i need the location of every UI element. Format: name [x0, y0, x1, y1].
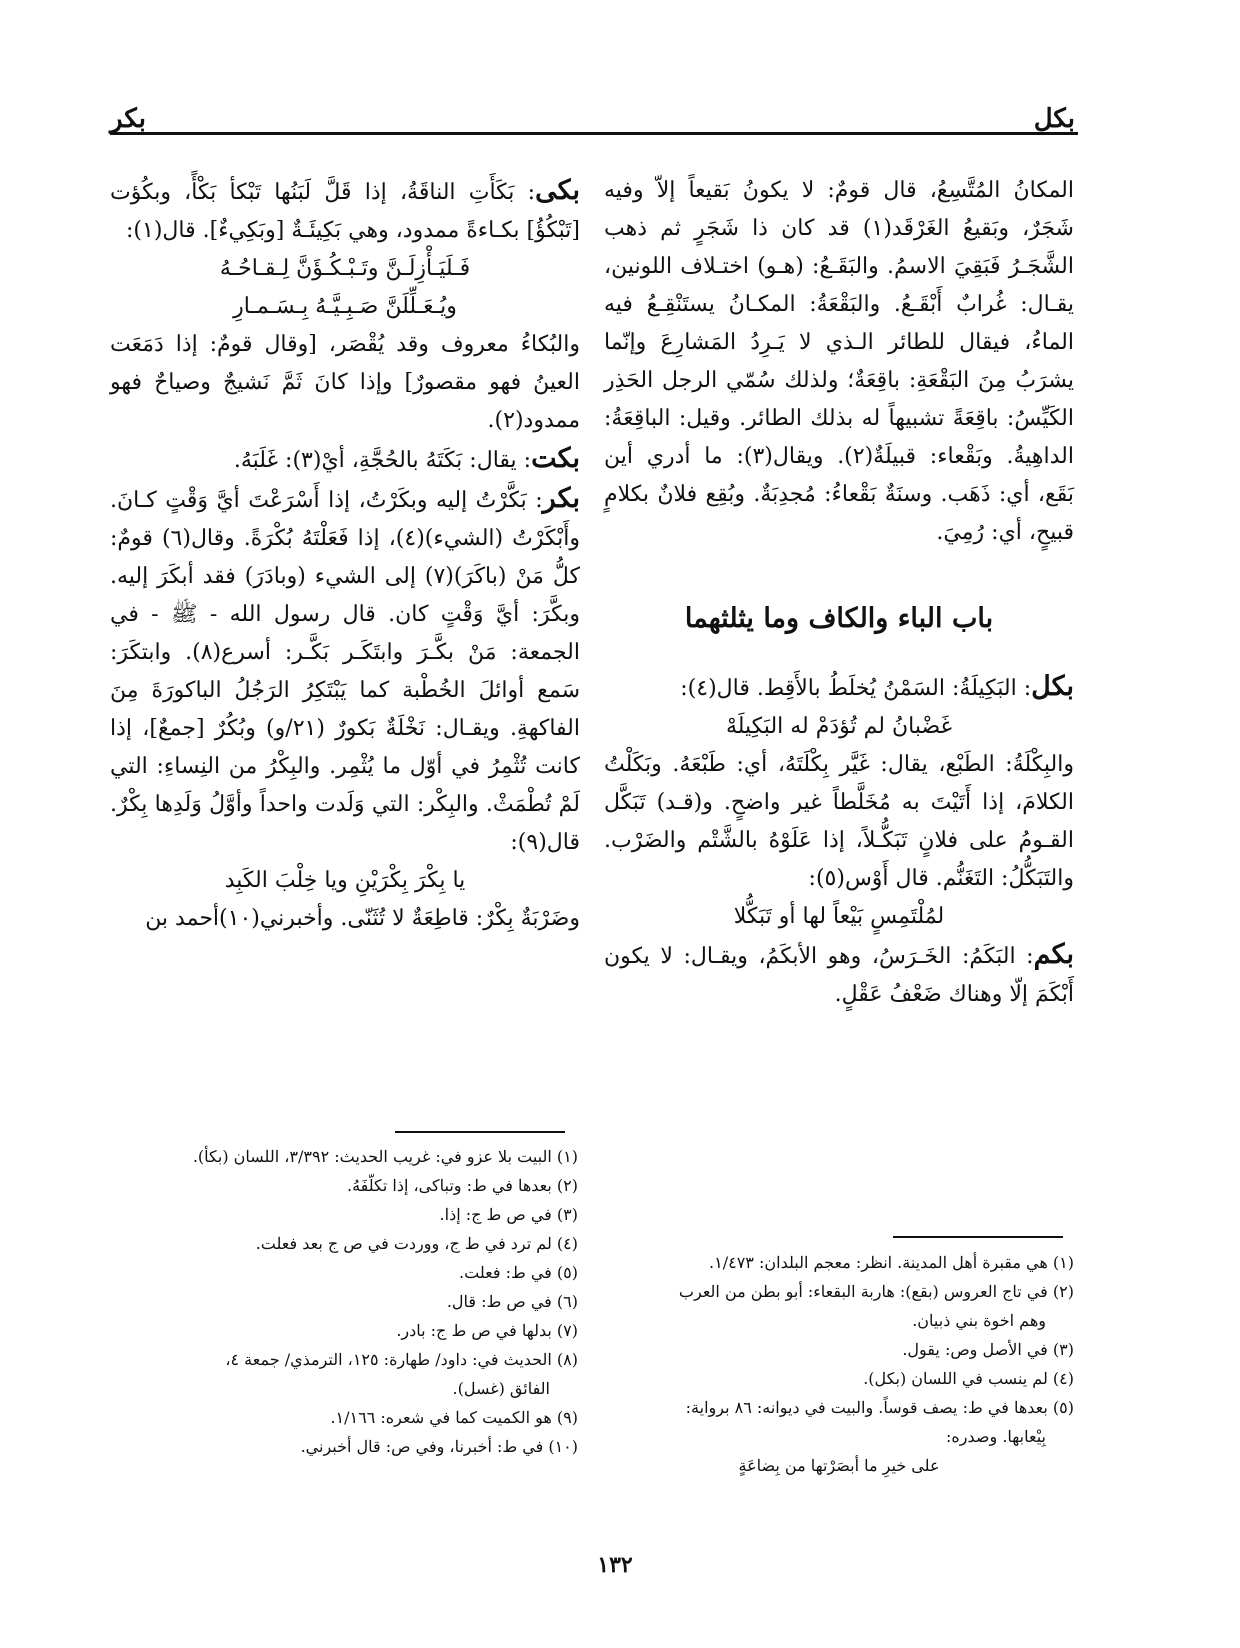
left-column — [110, 172, 580, 938]
bky-paragraph: والبُكاءُ معروف وقد يُقْصَر، [وقال قومٌ: إذا دَمَعَت العينُ فهو مقصورٌ] وإذا كانَ ثَمَّ نَشيجٌ وصياحٌ فهو ممدود(٢). — [110, 332, 580, 433]
footnote-item: (٤) لم ترد في ط ج، ووردت في ص ج بعد فعلت. — [255, 1234, 578, 1253]
running-head-right: بكل — [1033, 104, 1075, 134]
footnote-item: (١) هي مقبرة أهل المدينة. انظر: معجم البلدان: ١/٤٧٣. — [709, 1253, 1074, 1272]
right-column — [604, 172, 1074, 1014]
footnote-rule-right — [893, 1236, 1063, 1238]
footnote-item: (٧) بدلها في ص ط ج: بادر. — [396, 1321, 578, 1340]
entry-text-bkt: : يقال: بَكَتَهُ بالحُجَّةِ، أيْ(٣): غَلَبَهُ. — [233, 448, 532, 473]
bkr-closing: وضَرْبَةٌ بِكْرٌ: قاطِعَةٌ لا تُثَنّى. وأخبرني(١٠)أحمد بن — [145, 906, 580, 931]
footnote-continuation: وهم اخوة بني ذبيان. — [912, 1311, 1046, 1330]
entry-bkm — [604, 936, 1074, 1014]
entry-head-bkl: بكل — [1031, 671, 1074, 702]
footnote-item: (٥) بعدها في ط: يصف قوساً. والبيت في ديوانه: ٨٦ برواية: — [685, 1398, 1074, 1417]
entry-text-bkl: : البَكِيلَةُ: السَمْنُ يُخلَطُ بالأَقِط. قال(٤): — [680, 676, 1032, 701]
footnote-item: (٢) في تاج العروس (بقع): هاربة البقعاء: أبو بطن من العرب — [678, 1282, 1074, 1301]
section-title: باب الباء والكاف وما يثلثهما — [684, 603, 994, 634]
entry-bky — [110, 172, 580, 250]
footnote-item: (٦) في ص ط: قال. — [446, 1292, 578, 1311]
footnote-item: (١٠) في ط: أخبرنا، وفي ص: قال أخبرني. — [300, 1437, 578, 1456]
entry-text-bky: : بَكَأَتِ الناقَةُ، إذا قَلَّ لَبَنُها تَبْكأ بَكْأً، وبكُؤت [تَبْكُؤُ] بكـاءةً ممدود، وهي بَكِيئَـةٌ [وبَكِيءٌ]. قال(١): — [110, 180, 580, 243]
verse-1b: ويُـعَـلِّلَنَّ صَـبِـيَّـهُ بِـسَـمـارِ — [233, 294, 457, 319]
footnote-item: (٣) في الأصل وص: يقول. — [902, 1340, 1074, 1359]
footnote-item: (٣) في ص ط ج: إذا. — [439, 1205, 578, 1224]
footnote-continuation: بِيْعابها. وصدره: — [946, 1427, 1046, 1446]
verse-bkl: غَضْبانُ لم تُؤدَمْ له البَكِيلَهْ — [725, 714, 953, 739]
footnote-item: (٩) هو الكميت كما في شعره: ١/١٦٦. — [330, 1408, 578, 1427]
footnote-item: (٢) بعدها في ط: وتباكى، إذا تكلّفَهُ. — [346, 1176, 578, 1195]
running-head-left: بكر — [110, 104, 146, 134]
entry-bkr — [110, 480, 580, 862]
entry-bkt — [110, 440, 580, 480]
entry-bkl — [604, 668, 1074, 708]
header-rule — [110, 132, 1078, 135]
page-number: ١٣٢ — [597, 1552, 633, 1578]
entry-head-bkt: بكت — [531, 443, 580, 474]
verse-1a: فَـلَيَـأْزِلَـنَّ وتَـبْـكُـؤَنَّ لِـقـاحُـهُ — [219, 256, 471, 281]
footnote-item: (٤) لم ينسب في اللسان (بكل). — [863, 1369, 1074, 1388]
entry-text-bkm: : البَكَمُ: الخَـرَسُ، وهو الأبكَمُ، ويقـال: لا يكون أَبْكَمَ إلّا وهناك ضَعْفُ عَقْلٍ. — [604, 944, 1074, 1007]
footnotes-right — [604, 1248, 1074, 1480]
footnote-item: (١) البيت بلا عزو في: غريب الحديث: ٣/٣٩٢، اللسان (بكأ). — [192, 1147, 578, 1166]
footnotes-left — [110, 1142, 578, 1461]
footnote-item: (٨) الحديث في: داود/ طهارة: ١٢٥، الترمذي/ جمعة ٤، — [225, 1350, 578, 1369]
entry-text-bkr: : بَكَّرْتُ إليه وبكَرْتُ، إذا أَسْرَعْتَ أيَّ وَقْتٍ كـانَ. وأَبْكَرْتُ (الشيء)(٤)، إذا فَعَلْتَهُ بُكْرَةً. وقال(٦) قومٌ: كلُّ مَنْ (باكَرَ)(٧) إلى الشيء (وبادَرَ) فقد أبكَرَ إليه. وبكَّرَ: أيَّ وَقْتٍ كان. قال رسول الله - ﷺ - في الجمعة: مَنْ بكَّـرَ وابتَكَـر بَكَّـر: أسرع(٨). وابتكَرَ: سَمع أوائلَ الخُطْبة كما يَبْتَكِرُ الرَجُلُ الباكورَةَ مِنَ الفاكهةِ. ويقـال: نَخْلَةٌ بَكورٌ (٢١/و) وبُكُرٌ [جمعٌ]، إذا كانت تُثْمِرُ في أوّل ما يُثْمِر. والبِكْرُ من النِساءِ: التي لَمْ تُطْمَثْ. والبِكْر: التي وَلَدت واحداً وأوَّلُ وَلَدِها بِكْرٌ. قال(٩): — [110, 488, 580, 855]
entry-head-bkr: بكر — [542, 483, 580, 514]
verse-aws: لمُلْتَمِسٍ بَيْعاً لها أو تَبَكُّلا — [733, 904, 945, 929]
footnote-rule-left — [395, 1131, 565, 1133]
footnote-continuation: الفائق (غسل). — [452, 1379, 550, 1398]
bkl-paragraph: والبِكْلَةُ: الطَبْع، يقال: غَيَّر بِكْلَتَهُ، أي: طَبْعَهُ. وبَكَلْتُ الكلامَ، إذا أَتَيْتَ به مُخَلَّطاً غير واضحٍ. و(قـد) تَبَكَّل القـومُ على فلانٍ تَبَكُّـلاً، إذا عَلَوْهُ بالشَّتْم والضَرْب. والتَبَكُّلُ: التَغَنُّم. قال أَوْس(٥): — [604, 752, 1075, 891]
entry-head-bkm: بكم — [1033, 939, 1074, 970]
entry-head-bky: بكى — [535, 175, 580, 206]
footnote-item: (٥) في ط: فعلت. — [459, 1263, 578, 1282]
intro-paragraph: المكانُ المُتَّسِعُ، قال قومٌ: لا يكونُ بَقيعاً إلاّ وفيه شَجَرٌ، وبَقيعُ الغَرْقَد(١) قد كان ذا شَجَرٍ ثم ذهب الشَّجَـرُ فَبَقِيَ الاسمُ. والبَقَـعُ: (هـو) اختـلاف اللونين، يقـال: غُرابٌ أَبْقَـعُ. والبَقْعَةُ: المكـانُ يستَنْقِـعُ فيه الماءُ، فيقال للطائر الـذي لا يَـرِدُ المَشارِعَ وإنّما يشرَبُ مِنَ البَقْعَةِ: باقِعَةٌ؛ ولذلك سُمّي الرجل الحَذِر الكَيِّسُ: باقِعَةً تشبيهاً له بذلك الطائر. وقيل: الباقِعَةُ: الداهِيةُ. وبَقْعاء: قبيلَةٌ(٢). ويقال(٣): ما أدري أين بَقَع، أي: ذَهَب. وسنَةٌ بَقْعاءُ: مُجدِبَةٌ. وبُقِع فلانٌ بكلامٍ قبيحٍ، أي: رُمِيَ. — [604, 178, 1074, 545]
verse-bkr: يا بِكْرَ بِكْرَيْنِ ويا خِلْبَ الكَبِد — [224, 868, 466, 893]
footnote-verse: على خيرِ ما أبصَرْتها من بِضاعَةٍ — [738, 1456, 940, 1475]
